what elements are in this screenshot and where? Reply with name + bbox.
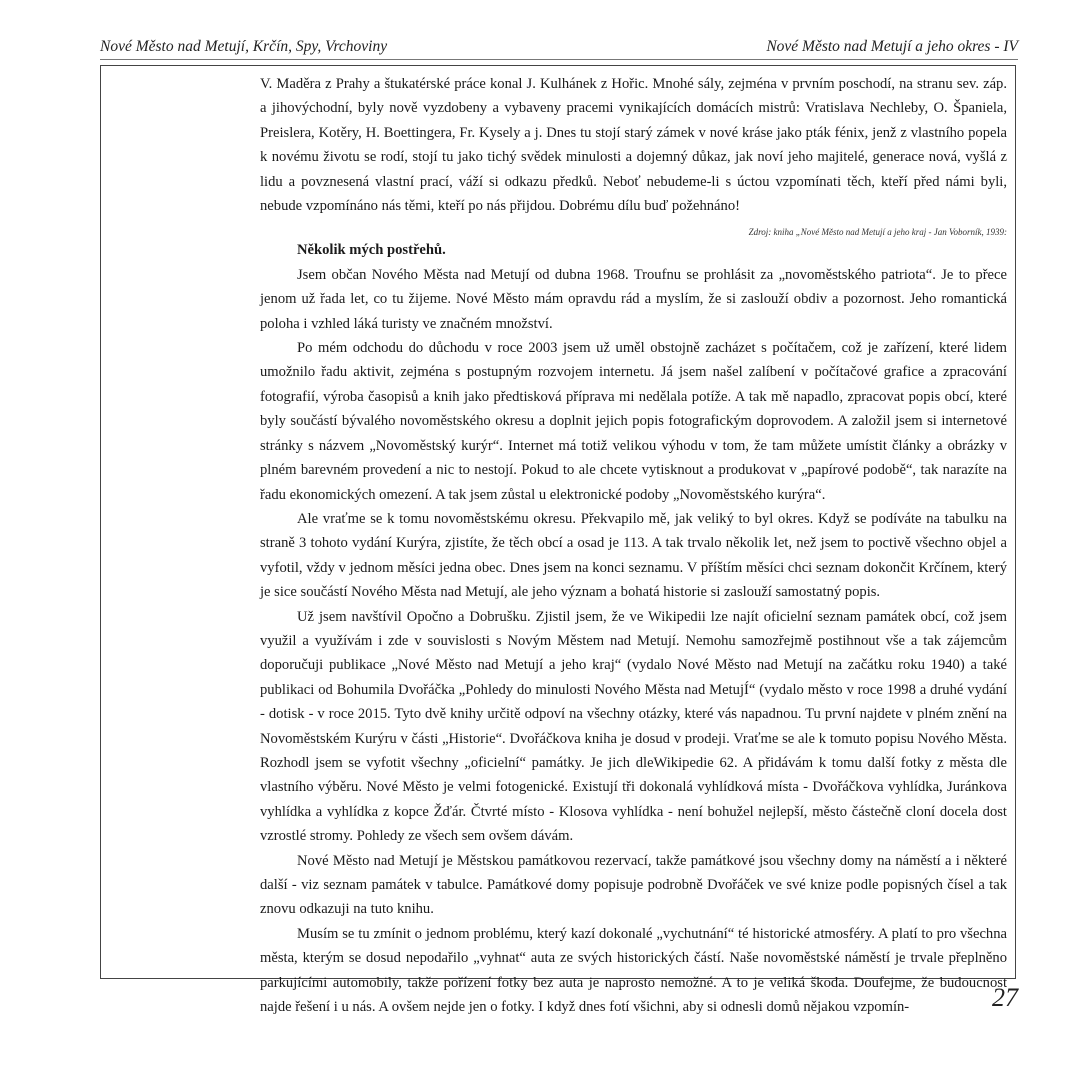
page-number: 27 [992,983,1018,1012]
running-header-right: Nové Město nad Metují a jeho okres - IV [766,38,1018,55]
paragraph: Jsem občan Nového Města nad Metují od dubna 1968. Troufnu se prohlásit za „novoměstského patriota“. Je to přece jenom už řada let, co tu žijeme. Nové Město mám opravdu rád a myslím, že si zaslouží obdiv a pozornost. Jeho romantická poloha i vzhled láká turisty ve značném množství. [260,266,1007,332]
paragraph: Už jsem navštívil Opočno a Dobrušku. Zjistil jsem, že ve Wikipedii lze najít oficielní seznam památek obcí, což jsem využil a využívám i zde v souvislosti s Novým Městem nad Metují. Nemohu samozřejmě postihnout vše a tak zájemcům doporučuji publikace „Nové Město nad Metují a jeho kraj“ (vydalo Nové Město nad Metují na začátku roku 1940) a také publikaci od Bohumila Dvořáčka „Pohledy do minulosti Nového Města nad MetujÍ“ (vydalo město v roce 1998 a druhé vydání - dotisk - v roce 2015. Tyto dvě knihy určitě odpoví na všechny otázky, které vás napadnou. Tu první najdete v plném znění na Novoměstském Kurýru v části „Historie“. Dvořáčkova kniha je dosud v prodeji. Vraťme se ale k tomuto popisu Nového Města. Rozhodl jsem se vyfotit všechny „oficielní“ památky. Je jich dleWikipedie 62. A přidávám k tomu další fotky z města dle vlastního výběru. Nové Město je velmi fotogenické. Existují tři dokonalá vyhlídková místa - Dvořáčkova vyhlídka, Juránkova vyhlídka a vyhlídka z kopce Žďár. Čtvrté místo - Klosova vyhlídka - není bohužel nejlepší, město částečně cloní docela dost vzrostlé stromy. Pohledy ze všech sem ovšem dávám. [260,608,1007,845]
section-heading: Několik mých postřehů. [297,242,446,259]
paragraph: Ale vraťme se k tomu novoměstskému okresu. Překvapilo mě, jak veliký to byl okres. Když se podíváte na tabulku na straně 3 tohoto vydání Kurýra, zjistíte, že těch obcí a osad je 113. A tak trvalo několik let, než jsem to poctivě všechno objel a vyfotil, vždy v jednom měsíci jedna obec. Dnes jsem na konci seznamu. V příštím měsíci chci seznam dokončit Krčínem, který je sice součástí Nového Města nad Metují, ale jeho význam a bohatá historie si zaslouží samostatný popis. [260,510,1007,601]
source-citation: Zdroj: kniha „Nové Město nad Metují a jeho kraj - Jan Voborník, 1939: [748,227,1007,238]
paragraph: Po mém odchodu do důchodu v roce 2003 jsem už uměl obstojně zacházet s počítačem, což je zařízení, které lidem umožnilo řadu aktivit, zejména s postupným rozvojem internetu. Já jsem našel zalíbení v počítačové grafice a zpracování fotografií, výroba časopisů a knih jako předtisková příprava mi nedělala potíže. A tak mě napadlo, zpracovat popis obcí, které byly součástí bývalého novoměstského okresu a doplnit jejich popis fotografickým doprovodem. A založil jsem si internetové stránky s názvem „Novoměstský kurýr“. Internet má totiž velikou výhodu v tom, že tam můžete umístit články a obrázky v plném barevném provedení a nic to nestojí. Pokud to ale chcete vytisknout a produkovat v „papírové podobě“, tak narazíte na řadu ekonomických omezení. A tak jsem zůstal u elektronické podoby „Novoměstského kurýra“. [260,340,1007,503]
paragraph: Nové Město nad Metují je Městskou památkovou rezervací, takže památkové jsou všechny domy na náměstí a i některé další - viz seznam památek v tabulce. Památkové domy popisuje podrobně Dvořáček ve své knize podle popisných čísel a tak znovu odkazuji na tuto knihu. [260,852,1007,918]
paragraph: Musím se tu zmínit o jednom problému, který kazí dokonalé „vychutnání“ té historické atmosféry. A platí to pro všechna města, kterým se dosud nepodařilo „vyhnat“ auta ze svých historických částí. Naše novoměstské náměstí je trvale přeplněno parkujícími automobily, takže pořízení fotky bez auta je naprosto nemožné. A to je veliká škoda. Doufejme, že budoucnost najde řešení i u nás. A ovšem nejde jen o fotky. I když dnes fotí všichni, aby si odnesli domů nějakou vzpomín- [260,925,1007,1016]
running-header-left: Nové Město nad Metují, Krčín, Spy, Vrchoviny [100,38,388,55]
intro-paragraph: V. Maděra z Prahy a štukatérské práce konal J. Kulhánek z Hořic. Mnohé sály, zejména v prvním poschodí, na stranu sev. záp. a jihovýchodní, byly nově vyzdobeny a vybaveny pracemi vynikajících domácích mistrů: Vratislava Nechleby, O. Španiela, Preislera, Kotěry, H. Boettingera, Fr. Kysely a j. Dnes tu stojí starý zámek v nové kráse jako pták fénix, jenž z vlastního popela k novému životu se rodí, stojí tu jako tichý svědek minulosti a dojemný důkaz, jak noví jeho majitelé, generace nová, vyšlá z lidu a povznesená vlastní prací, váží si odkazu předků. Neboť nebudeme-li s úctou vzpomínati těch, kteří před námi byli, nebude vzpomínáno nás těmi, kteří po nás přijdou. Dobrému dílu buď požehnáno! [260,76,1007,215]
header-rule [100,59,1018,60]
text-column [260,72,1007,1019]
